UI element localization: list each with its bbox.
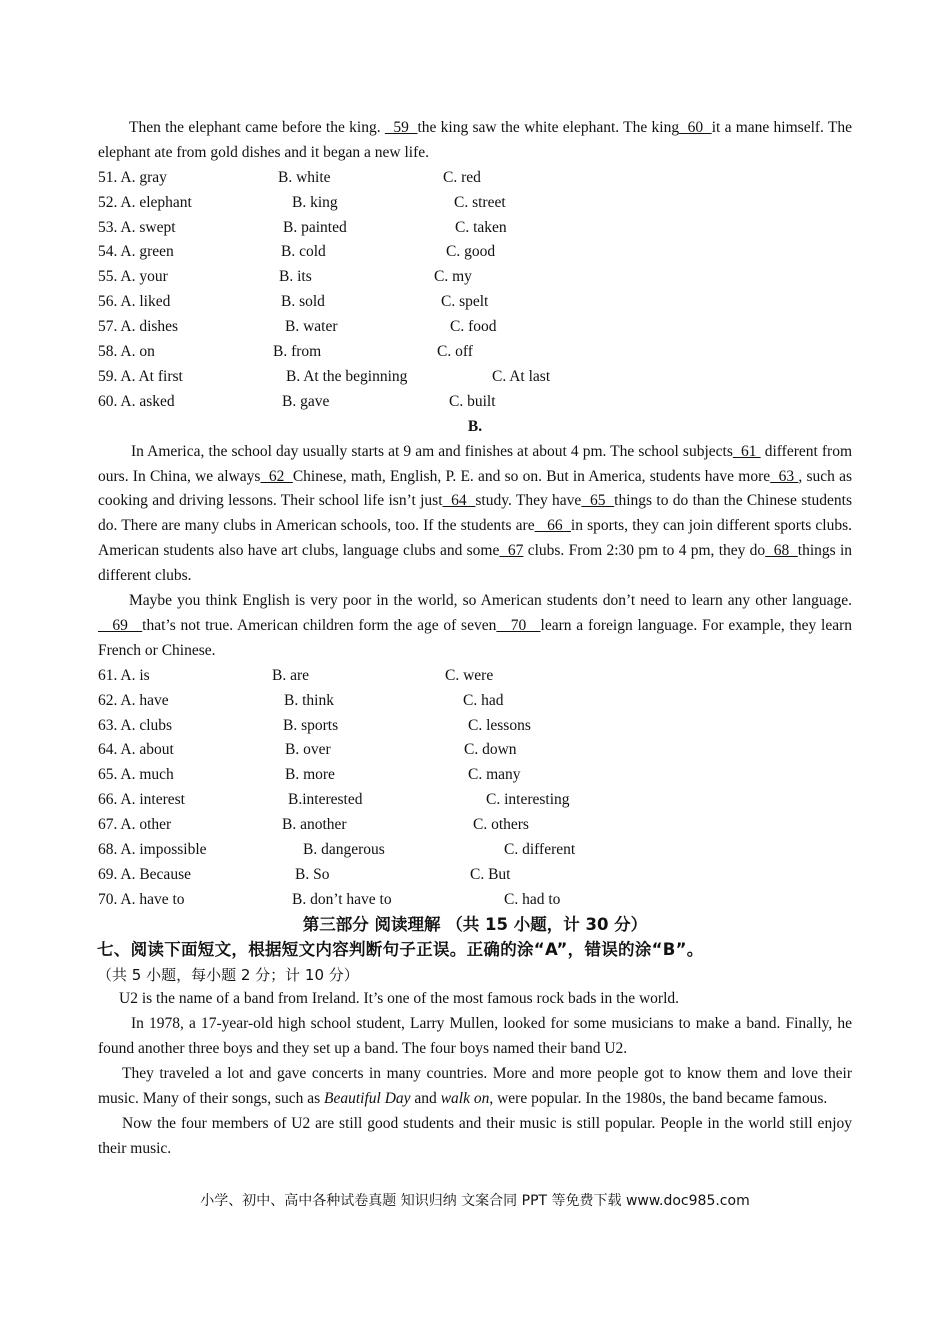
- blank-65: 65: [581, 492, 615, 510]
- question-row: 52. A. elephant B. king C. street: [98, 193, 506, 211]
- passage-a-ending: Then the elephant came before the king. 59 the king saw the white elephant. The king 60 it a mane himself. The elephant ate from gold dishes and it began a new life.: [98, 119, 853, 161]
- questions-51-60: [98, 166, 852, 415]
- song-title: Beautiful Day: [324, 1090, 411, 1108]
- question-row: 53. A. swept B. painted C. taken: [98, 218, 507, 236]
- u2-paragraph-4: Now the four members of U2 are still good students and their music is still popular. People in the world still enjoy their music.: [98, 1114, 852, 1157]
- question-row: 67. A. other B. another C. others: [98, 816, 529, 834]
- blank-64: 64: [442, 492, 476, 510]
- blank-70: 70: [496, 616, 541, 634]
- blank-66: 66: [534, 517, 571, 535]
- blank-62: 62: [260, 467, 293, 485]
- blank-59: 59: [384, 119, 418, 136]
- question-row: 56. A. liked B. sold C. spelt: [98, 293, 489, 311]
- question-row: 62. A. have B. think C. had: [98, 691, 504, 709]
- question-row: 51. A. gray B. white C. red: [98, 168, 481, 186]
- passage-b-paragraph-2: Maybe you think English is very poor in the world, so American students don’t need to learn any other language. 69 that’s not true. American children form the age of seven 70 learn a foreign language. For example, they learn French or Chinese.: [98, 592, 852, 659]
- question-row: 70. A. have to B. don’t have to C. had to: [98, 890, 561, 908]
- blank-67: 67: [499, 542, 524, 560]
- u2-paragraph-2: In 1978, a 17-year-old high school student, Larry Mullen, looked for some musicians to make a band. Finally, he found another three boys and they set up a band. The four boys named their band U2.: [98, 1015, 852, 1058]
- question-row: 61. A. is B. are C. were: [98, 666, 494, 684]
- blank-63: 63: [770, 467, 799, 485]
- section-seven-subheading: （共 5 小题，每小题 2 分；计 10 分）: [97, 965, 359, 984]
- blank-61: 61: [732, 442, 761, 460]
- blank-60: 60: [679, 119, 712, 136]
- question-row: 63. A. clubs B. sports C. lessons: [98, 716, 531, 734]
- passage-b-paragraph-1: In America, the school day usually starts at 9 am and finishes at about 4 pm. The school subjects 61 different from ours. In China, we always 62 Chinese, math, English, P. E. and so on. But in America, students have more 63 , such as cooking and driving lessons. Their school life isn’t just 64 study. They have 65 things to do than the Chinese students do. There are many clubs in American schools, too. If the students are 66 in sports, they can join different sports clubs. American students also have art clubs, language clubs and some 67 clubs. From 2:30 pm to 4 pm, they do 68 things in different clubs.: [98, 442, 853, 585]
- question-row: 68. A. impossible B. dangerous C. different: [98, 841, 576, 859]
- exam-page: [98, 116, 852, 1162]
- question-row: 57. A. dishes B. water C. food: [98, 318, 497, 336]
- questions-61-70: [98, 664, 852, 913]
- page-footer: 小学、初中、高中各种试卷真题 知识归纳 文案合同 PPT 等免费下载 www.doc985.com: [200, 1193, 750, 1209]
- song-title: walk on: [440, 1090, 490, 1108]
- question-row: 65. A. much B. more C. many: [98, 766, 521, 784]
- section-seven-heading: 七、阅读下面短文，根据短文内容判断句子正误。正确的涂“A”，错误的涂“B”。: [97, 939, 704, 959]
- u2-paragraph-3: They traveled a lot and gave concerts in many countries. More and more people got to know them and love their music. Many of their songs, such as Beautiful Day and walk on, were popular. In the 1980s, the band became famous.: [98, 1065, 852, 1108]
- part-three-heading: 第三部分 阅读理解 （共 15 小题，计 30 分）: [302, 914, 648, 934]
- question-row: 69. A. Because B. So C. But: [98, 865, 511, 883]
- question-row: 66. A. interest B.interested C. interesting: [98, 791, 570, 809]
- question-row: 60. A. asked B. gave C. built: [98, 392, 496, 410]
- blank-69: 69: [98, 616, 143, 634]
- blank-68: 68: [765, 542, 798, 560]
- question-row: 64. A. about B. over C. down: [98, 741, 517, 759]
- question-row: 59. A. At first B. At the beginning C. At last: [98, 367, 551, 385]
- question-row: 58. A. on B. from C. off: [98, 343, 473, 361]
- u2-paragraph-1: U2 is the name of a band from Ireland. It’s one of the most famous rock bads in the world.: [119, 990, 680, 1008]
- question-row: 55. A. your B. its C. my: [98, 268, 472, 286]
- section-b-heading: B.: [467, 417, 483, 435]
- question-row: 54. A. green B. cold C. good: [98, 243, 496, 261]
